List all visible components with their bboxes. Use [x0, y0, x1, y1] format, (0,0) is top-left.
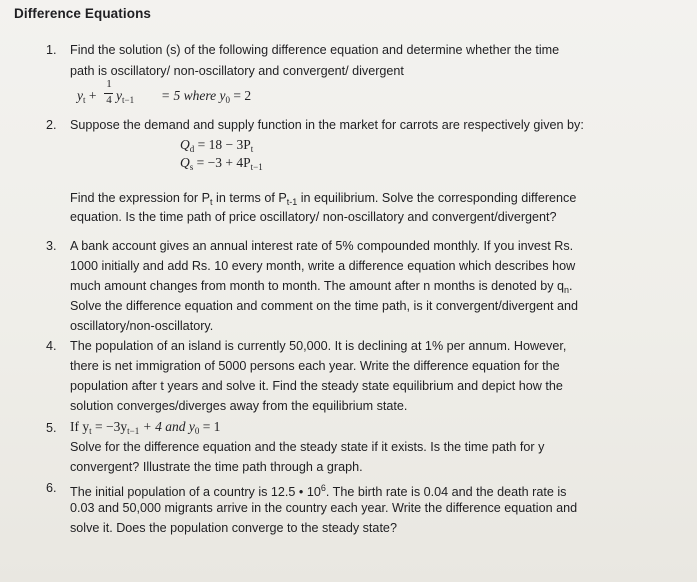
- q1-line-1: Find the solution (s) of the following difference equation and determine whether the time: [70, 43, 560, 57]
- q6-line-1: The initial population of a country is 12.5 • $10^6$. The birth rate is 0.04 and the death rate is: [70, 483, 567, 500]
- q5-line-2: convergent? Illustrate the time path through a graph.: [70, 460, 363, 474]
- q5-line-1: Solve for the difference equation and the steady state if it exists. Is the time path for y: [70, 440, 545, 454]
- q3-line-1: A bank account gives an annual interest rate of 5% compounded monthly. If you invest Rs.: [70, 239, 574, 253]
- q2-line-1: Suppose the demand and supply function in the market for carrots are respectively given by:: [70, 118, 584, 132]
- q3-line-3: much amount changes from month to month. The amount after n months is denoted by $q_n$.: [70, 279, 573, 295]
- q3-line-4: Solve the difference equation and comment on the time path, is it convergent/divergent and: [70, 299, 579, 313]
- q6-line-3: solve it. Does the population converge to the steady state?: [70, 521, 397, 535]
- q2-number: 2.: [46, 118, 57, 132]
- q4-line-3: population after t years and solve it. Find the steady state equilibrium and depict how the: [70, 379, 563, 393]
- q2-line-2: Find the expression for $P_t$ in terms of $P_{t-1}$ in equilibrium. Solve the corresponding difference: [70, 191, 577, 207]
- q3-number: 3.: [46, 239, 57, 253]
- q4-line-1: The population of an island is currently 50,000. It is declining at 1% per annum. However,: [70, 339, 567, 353]
- q6-line-2: 0.03 and 50,000 migrants arrive in the country each year. Write the difference equation and: [70, 501, 578, 515]
- q2-line-3: equation. Is the time path of price oscillatory/ non-oscillatory and convergent/divergent?: [70, 210, 557, 224]
- q1-line-2: path is oscillatory/ non-oscillatory and convergent/ divergent: [70, 64, 404, 78]
- page-title: Difference Equations: [14, 6, 152, 21]
- q1-equation-term: $y_{t-1}$: [116, 88, 135, 105]
- q4-line-2: there is net immigration of 5000 persons each year. Write the difference equation for the: [70, 359, 560, 373]
- q3-line-5: oscillatory/non-oscillatory.: [70, 319, 214, 333]
- q3-line-2: 1000 initially and add Rs. 10 every month, write a difference equation which describes how: [70, 259, 576, 273]
- q4-line-4: solution converges/diverges away from the equilibrium state.: [70, 399, 408, 413]
- q1-equation-lhs: $y_t$ +: [77, 88, 97, 105]
- q2-supply-equation: $Q_s = -3 + 4P_{t-1}$: [180, 155, 263, 172]
- q1-frac-numerator: 1: [106, 78, 112, 90]
- q1-frac-denominator: 4: [106, 94, 112, 106]
- q1-equation-rhs: = 5 where $y_0 = 2$: [161, 88, 252, 105]
- q5-equation: If $y_t = -3y_{t-1} + 4$ and $y_0 = 1$: [70, 419, 221, 436]
- q4-number: 4.: [46, 339, 57, 353]
- q5-number: 5.: [46, 421, 57, 435]
- q2-demand-equation: $Q_d = 18 - 3P_t$: [180, 137, 254, 154]
- q6-number: 6.: [46, 481, 57, 495]
- q1-number: 1.: [46, 43, 57, 57]
